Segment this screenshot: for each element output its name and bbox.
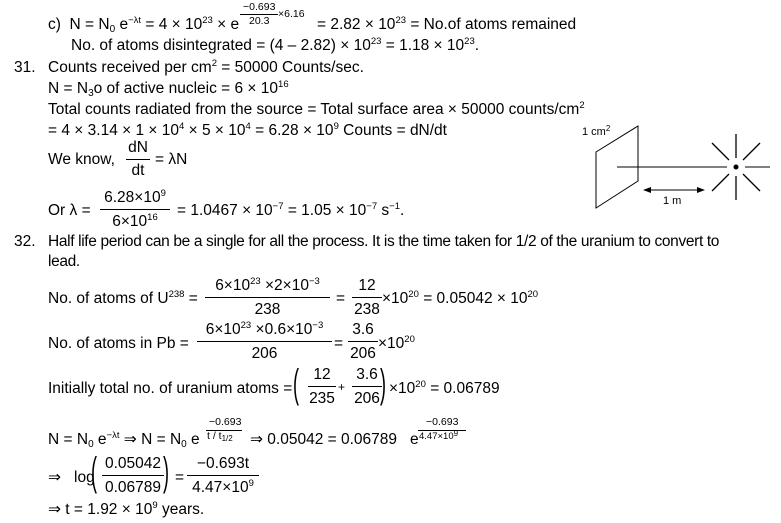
- eq-sub: 3: [88, 88, 94, 99]
- eq-text: e: [186, 431, 200, 448]
- log-rhs-fraction: [187, 456, 259, 495]
- lambda-n: = λN: [155, 151, 188, 168]
- decay-equation: [48, 432, 200, 448]
- eq-text: o of active nucleic = 6 × 10: [93, 80, 279, 97]
- eq-text: × e: [212, 16, 240, 33]
- eq-sup: 9: [248, 477, 254, 489]
- eq-text: = 0.06789: [430, 380, 500, 397]
- eq-sign: =: [334, 335, 344, 352]
- eq-text: Counts received per cm: [48, 59, 212, 76]
- eq-text: ×10: [389, 380, 416, 397]
- eq-text: = 4 × 3.14 × 1 × 10: [48, 122, 180, 139]
- eq-sup: 23: [202, 15, 213, 26]
- or-lambda-label: Or λ =: [48, 202, 91, 219]
- eq-text: = 6.28 × 10: [250, 122, 334, 139]
- pb-times: [378, 336, 415, 352]
- diagram-distance-label: 1 m: [663, 195, 682, 207]
- frac-num: 0.05042: [102, 456, 164, 476]
- u238-fraction2: [352, 278, 382, 317]
- frac-den: 0.06789: [104, 478, 162, 496]
- eq-text: No. of atoms of U: [48, 290, 169, 307]
- eq-sup: 16: [278, 79, 289, 90]
- eq-sup: 23: [370, 36, 382, 47]
- eq-text: N = N: [48, 80, 89, 97]
- pb-fraction2: [348, 322, 378, 361]
- final-result: [48, 502, 204, 518]
- eq-sub: 0: [109, 24, 116, 35]
- frac-num: −0.693t: [187, 456, 259, 476]
- log-fraction: [102, 456, 164, 495]
- decay-exp2-den: [419, 429, 459, 442]
- eq-text: = 2.82 × 10: [317, 16, 396, 33]
- right-paren: ): [163, 450, 169, 494]
- eq-sup: −1: [389, 201, 401, 212]
- pb-fraction: [197, 322, 332, 361]
- frac-den: 206: [251, 344, 278, 362]
- eq-text: No. of atoms disintegrated = (4 – 2.82) × 10: [71, 37, 371, 54]
- eq-text: 6×10: [205, 321, 241, 338]
- eq-text: N = N: [48, 431, 89, 448]
- eq-text: ⇒ N = N: [119, 431, 182, 448]
- eq-sup: 2: [605, 124, 611, 133]
- eq-text: = 0.05042 × 10: [423, 290, 528, 307]
- exp-numerator: −0.693: [243, 1, 276, 13]
- eq-text: 4.47×10: [419, 431, 454, 442]
- u238-fraction: [205, 278, 330, 317]
- eq-text: t / t: [207, 430, 222, 442]
- frac-den: 206: [354, 389, 380, 407]
- eq-sup: 23: [250, 276, 261, 287]
- eq-sup: −λt: [128, 15, 142, 26]
- eq-sign: =: [336, 290, 346, 307]
- eq-sub: 0: [88, 439, 94, 450]
- eq-sup: −7: [272, 201, 284, 212]
- frac-num: 3.6: [348, 322, 378, 342]
- eq-sup: 4: [245, 121, 251, 132]
- exp-denominator: 20.3: [249, 15, 270, 27]
- eq-text: .: [400, 202, 405, 219]
- frac-den: 238: [354, 300, 380, 318]
- eq-text: 6×10: [112, 212, 148, 230]
- decay-e: e: [410, 431, 419, 448]
- left-paren: (: [91, 450, 97, 494]
- frac-den: 238: [254, 300, 281, 318]
- eq-sup: 4: [179, 121, 185, 132]
- eq-sup: 23: [464, 36, 475, 47]
- eq-sub: 1/2: [221, 434, 233, 443]
- eq-text: = 1.0467 × 10: [177, 202, 273, 219]
- frac-num: [205, 278, 330, 298]
- eq-text: e: [93, 431, 107, 448]
- eq-sup: 9: [333, 121, 339, 132]
- eq-sup: 9: [160, 188, 166, 199]
- eq-text: Counts = dN/dt: [338, 122, 447, 139]
- eq-sup: 16: [147, 211, 158, 223]
- decay-exp-num: −0.693: [209, 416, 242, 428]
- frac-den: dt: [131, 161, 145, 179]
- u238-label: [48, 291, 198, 307]
- eq-sup: 238: [168, 289, 185, 300]
- eq-sup: 20: [415, 379, 426, 390]
- eq-text: ×2×10: [260, 277, 309, 294]
- init-fraction2: [352, 367, 382, 406]
- q31-number: 31.: [14, 59, 36, 76]
- eq-text: ×10: [378, 335, 405, 352]
- q32-intro-line2: lead.: [48, 253, 80, 270]
- frac-num: dN: [126, 140, 150, 160]
- eq-text: ×0.6×10: [251, 321, 313, 338]
- eq-text: 1 cm: [582, 126, 606, 138]
- we-know-label: We know,: [48, 151, 115, 168]
- eq-sup: −3: [308, 276, 320, 287]
- eq-sub: 0: [181, 439, 187, 450]
- left-paren: (: [293, 362, 299, 406]
- eq-sup: 23: [395, 15, 407, 26]
- eq-text: .: [474, 37, 480, 54]
- eq-text: ⇒ t = 1.92 × 10: [48, 501, 153, 518]
- decay-exp2-num: −0.693: [426, 416, 459, 428]
- eq-text: 6.28×10: [104, 189, 161, 206]
- eq-sup: −7: [366, 201, 378, 212]
- pb-label: No. of atoms in Pb =: [48, 335, 189, 352]
- eq-sup: 2: [579, 100, 585, 111]
- log-label: log: [74, 469, 95, 486]
- init-label: Initially total no. of uranium atoms =: [48, 380, 293, 397]
- frac-num: 3.6: [352, 367, 382, 387]
- frac-den: [187, 476, 259, 496]
- source-point-icon: [734, 165, 739, 170]
- frac-num: 12: [352, 278, 382, 298]
- exp-multiplier: ×6.16: [278, 8, 305, 20]
- eq-text: N = N: [69, 16, 110, 33]
- eq-text: 6×10: [215, 277, 251, 294]
- q32-number: 32.: [14, 233, 36, 250]
- eq-text: s: [377, 202, 390, 219]
- eq-text: Total counts radiated from the source = Total surface area × 50000 counts/cm: [48, 101, 580, 118]
- eq-sup: 23: [240, 320, 252, 331]
- eq-sign: =: [175, 469, 185, 486]
- eq-sup: −λt: [106, 430, 120, 441]
- eq-text: × 5 × 10: [184, 122, 246, 139]
- eq-text: =: [184, 290, 198, 307]
- eq-sup: 20: [408, 289, 419, 300]
- eq-sup: 20: [527, 289, 539, 300]
- frac-num: 12: [308, 367, 336, 387]
- q32-intro-line1: Half life period can be a single for all the process. It is the time taken for 1/2 of the uranium to convert to: [48, 233, 720, 250]
- eq-text: = No.of atoms remained: [406, 16, 577, 33]
- decay-exp-den: [207, 431, 233, 442]
- eq-text: e: [115, 16, 129, 33]
- init-fraction1: [308, 367, 336, 406]
- eq-text: ×10: [382, 290, 409, 307]
- eq-text: 4.47×10: [192, 478, 249, 496]
- eq-text: = 1.05 × 10: [283, 202, 367, 219]
- eq-sup: 9: [453, 429, 459, 438]
- part-c-label: c): [48, 16, 61, 33]
- u238-result: [382, 291, 538, 307]
- frac-num: [197, 322, 332, 342]
- decay-substitution: ⇒ 0.05042 = 0.06789: [250, 431, 398, 448]
- eq-text: = 1.18 × 10: [381, 37, 465, 54]
- frac-den: 235: [309, 389, 335, 407]
- eq-sup: 2: [211, 58, 217, 69]
- eq-sup: −3: [312, 320, 324, 331]
- right-paren: ): [380, 362, 386, 406]
- frac-den: 206: [350, 344, 376, 362]
- eq-text: = 50000 Counts/sec.: [216, 59, 364, 76]
- log-arrow: ⇒: [48, 469, 61, 486]
- eq-sup: 9: [152, 500, 158, 511]
- eq-text: = 4 × 10: [141, 16, 203, 33]
- plus-sign: +: [338, 380, 346, 394]
- eq-text: years.: [157, 501, 205, 518]
- eq-sup: 20: [404, 334, 415, 345]
- init-result: [389, 381, 500, 397]
